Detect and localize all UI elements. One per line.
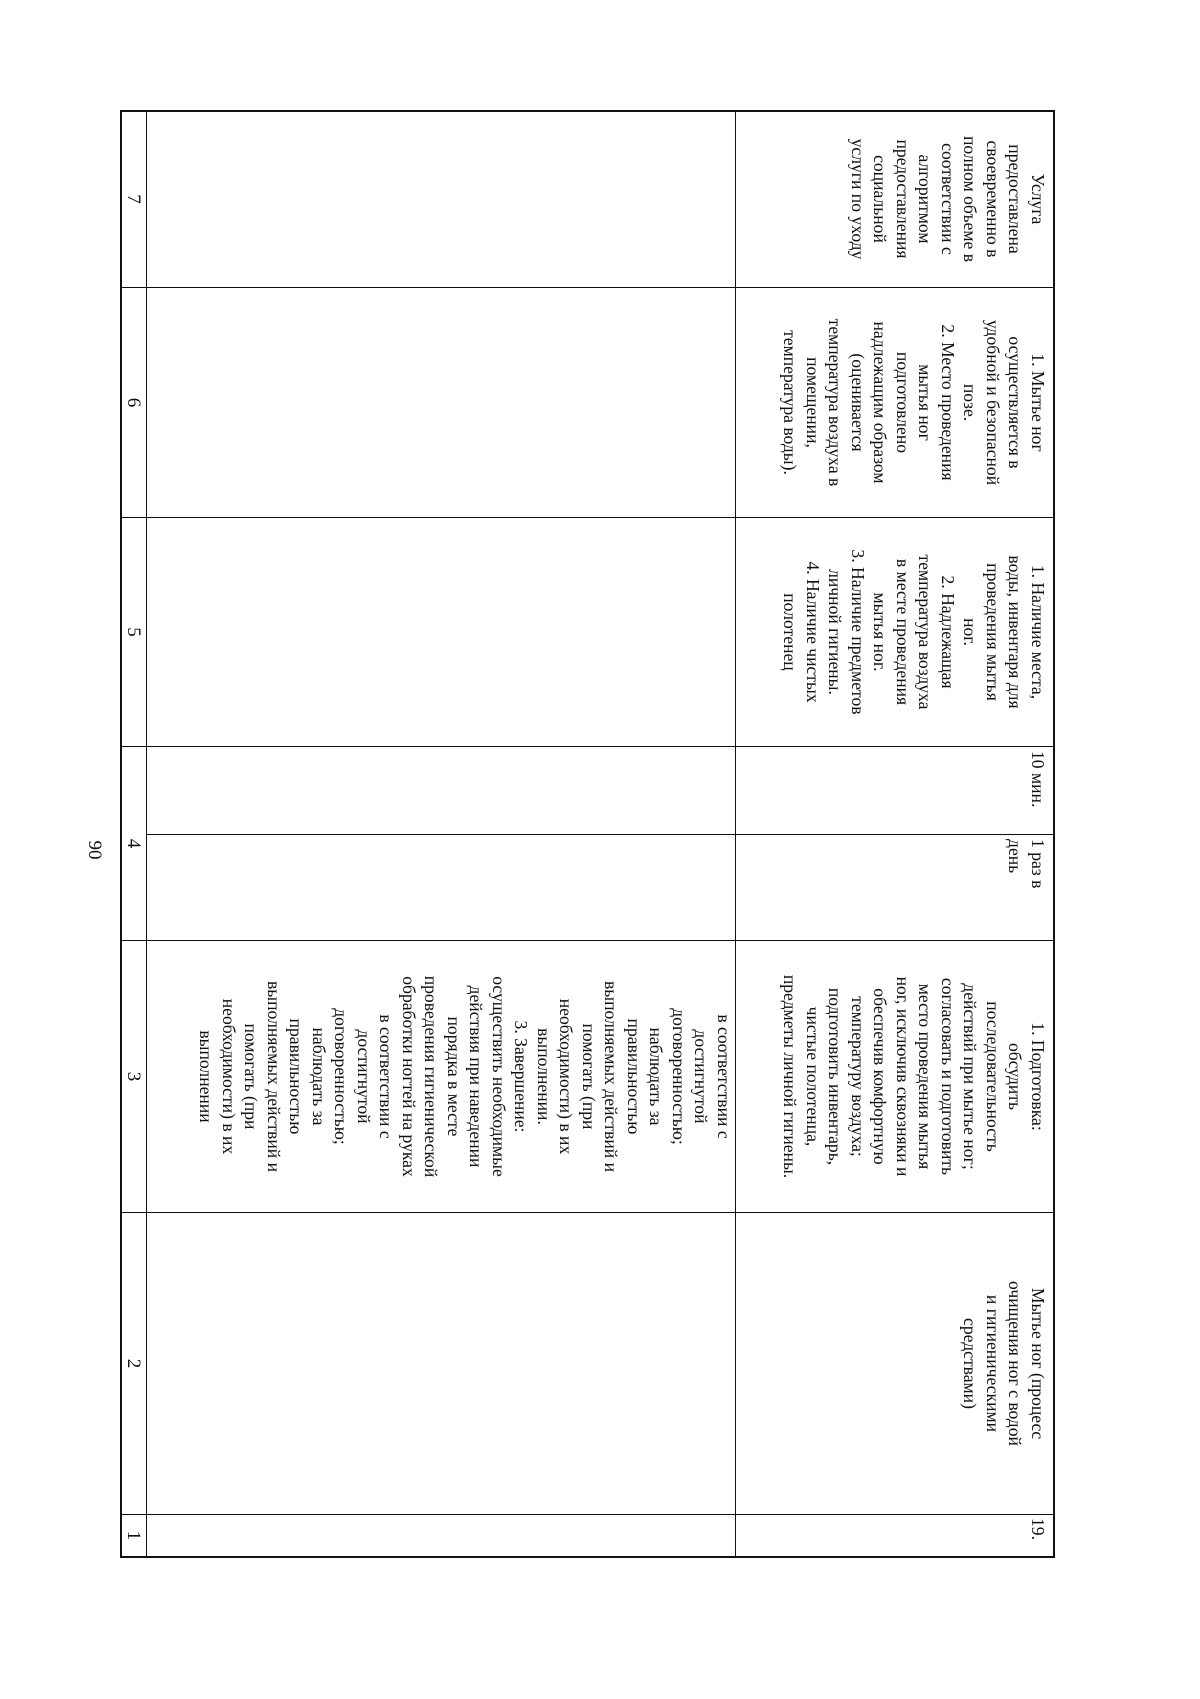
row-divider xyxy=(735,110,736,1558)
column-number-2: 2 xyxy=(123,1358,144,1369)
table-border-bottom xyxy=(120,1556,1055,1558)
column-number-1: 1 xyxy=(123,1530,144,1541)
continuation-description: в соответствии с достигнутой договоренностью; наблюдать за правильностью выполняемых действий и помогать (при необходимости) в их выполнении. 3. Завершение: осуществить необходимые действия при наведении порядка в месте проведения гигиенической обработки ногтей на руках в соответствии с достигнутой договоренностью; наблюдать за правильностью выполняемых действий и помогать (при необходимости) в их выполнении xyxy=(196,975,734,1178)
row-19-quality-indicators: 1. Мытье ног осуществляется в удобной и безопасной позе. 2. Место проведения мытья ног подготовлено надлежащим образом (оценивается температура воздуха в помещении, температура воды). xyxy=(780,318,1048,487)
row-19-duration: 10 мин. xyxy=(1028,751,1048,808)
row-19-conditions: 1. Наличие места, воды, инвентаря для проведения мытья ног. 2. Надлежащая температура воздуха в месте проведения мытья ног. 3. Наличие предметов личной гигиены. 4. Наличие чистых полотенец xyxy=(780,549,1048,715)
row-19-evaluation: Услуга предоставлена своевременно в полном объеме в соответствии с алгоритмом предоставления социальной услуги по уходу xyxy=(848,135,1048,263)
row-19-description: 1. Подготовка: обсудить последовательность действий при мытье ног; согласовать и подготовить место проведения мытья ног, исключив сквозняки и обеспечив комфортную температуру воздуха; подготовить инвентарь, чистые полотенца, предметы личной гигиены. xyxy=(780,974,1048,1179)
row-19-number: 19. xyxy=(1028,1518,1048,1540)
column-number-6: 6 xyxy=(123,397,144,408)
column-number-4: 4 xyxy=(123,838,144,849)
row-divider xyxy=(146,110,147,1558)
page-number: 90 xyxy=(84,840,105,860)
row-19-frequency: 1 раз в день xyxy=(1005,839,1048,889)
column-number-5: 5 xyxy=(123,627,144,637)
row-19-service-name: Мытье ног (процесс очищения ног с водой и гигиеническими средствами) xyxy=(960,1281,1048,1446)
column-number-3: 3 xyxy=(123,1071,144,1082)
column-number-7: 7 xyxy=(123,194,144,204)
